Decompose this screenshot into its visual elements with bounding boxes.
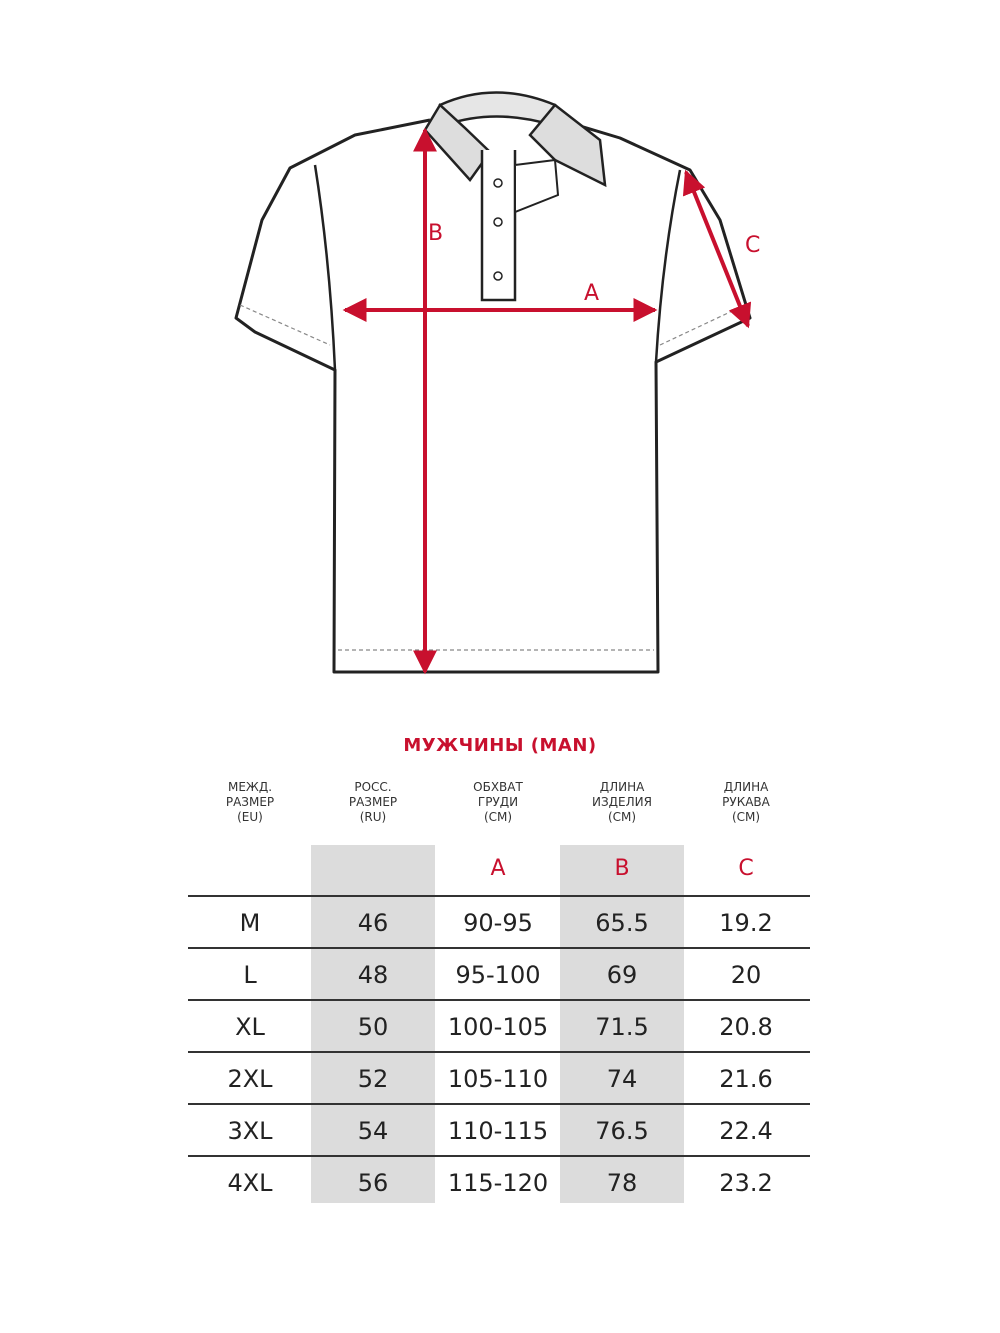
cell-ru: 50 bbox=[357, 1013, 389, 1041]
measure-b-label: B bbox=[428, 221, 444, 246]
button-3 bbox=[494, 272, 502, 280]
header-eu-size: МЕЖД. РАЗМЕР (EU) bbox=[225, 780, 275, 824]
letter-b: B bbox=[614, 856, 630, 881]
button-1 bbox=[494, 179, 502, 187]
table-row bbox=[188, 897, 810, 949]
size-table-title: МУЖЧИНЫ (MAN) bbox=[403, 735, 597, 756]
cell-ru: 52 bbox=[357, 1065, 389, 1093]
cell-chest: 95-100 bbox=[455, 961, 541, 989]
cell-length: 69 bbox=[606, 961, 638, 989]
cell-eu: 3XL bbox=[227, 1117, 273, 1145]
cell-eu: XL bbox=[235, 1013, 265, 1041]
cell-ru: 46 bbox=[357, 909, 389, 937]
cell-eu: M bbox=[239, 909, 261, 937]
letter-a: A bbox=[490, 856, 506, 881]
measure-a-label: A bbox=[584, 281, 600, 306]
cell-chest: 115-120 bbox=[447, 1169, 549, 1197]
letter-c: C bbox=[738, 856, 754, 881]
cell-ru: 56 bbox=[357, 1169, 389, 1197]
cell-sleeve: 23.2 bbox=[719, 1169, 773, 1197]
cell-eu: 2XL bbox=[227, 1065, 273, 1093]
cell-sleeve: 19.2 bbox=[719, 909, 773, 937]
cell-length: 65.5 bbox=[595, 909, 649, 937]
cell-eu: L bbox=[243, 961, 257, 989]
cell-ru: 54 bbox=[357, 1117, 389, 1145]
cell-eu: 4XL bbox=[227, 1169, 273, 1197]
cell-chest: 100-105 bbox=[447, 1013, 549, 1041]
header-ru-size: РОСС. РАЗМЕР (RU) bbox=[348, 780, 398, 824]
cell-sleeve: 20 bbox=[730, 961, 762, 989]
table-row bbox=[188, 1105, 810, 1157]
header-chest: ОБХВАТ ГРУДИ (СМ) bbox=[473, 780, 523, 824]
cell-ru: 48 bbox=[357, 961, 389, 989]
header-length: ДЛИНА ИЗДЕЛИЯ (СМ) bbox=[592, 780, 652, 824]
button-2 bbox=[494, 218, 502, 226]
cell-length: 76.5 bbox=[595, 1117, 649, 1145]
table-row bbox=[188, 949, 810, 1001]
cell-sleeve: 20.8 bbox=[719, 1013, 773, 1041]
cell-length: 78 bbox=[606, 1169, 638, 1197]
cell-chest: 90-95 bbox=[463, 909, 533, 937]
cell-chest: 105-110 bbox=[447, 1065, 549, 1093]
cell-length: 74 bbox=[606, 1065, 638, 1093]
table-row bbox=[188, 1157, 810, 1209]
table-row bbox=[188, 1053, 810, 1105]
cell-length: 71.5 bbox=[595, 1013, 649, 1041]
cell-sleeve: 21.6 bbox=[719, 1065, 773, 1093]
measure-c-label: C bbox=[745, 233, 761, 258]
cell-sleeve: 22.4 bbox=[719, 1117, 773, 1145]
cell-chest: 110-115 bbox=[447, 1117, 549, 1145]
header-sleeve: ДЛИНА РУКАВА (СМ) bbox=[722, 780, 770, 824]
table-row bbox=[188, 1001, 810, 1053]
